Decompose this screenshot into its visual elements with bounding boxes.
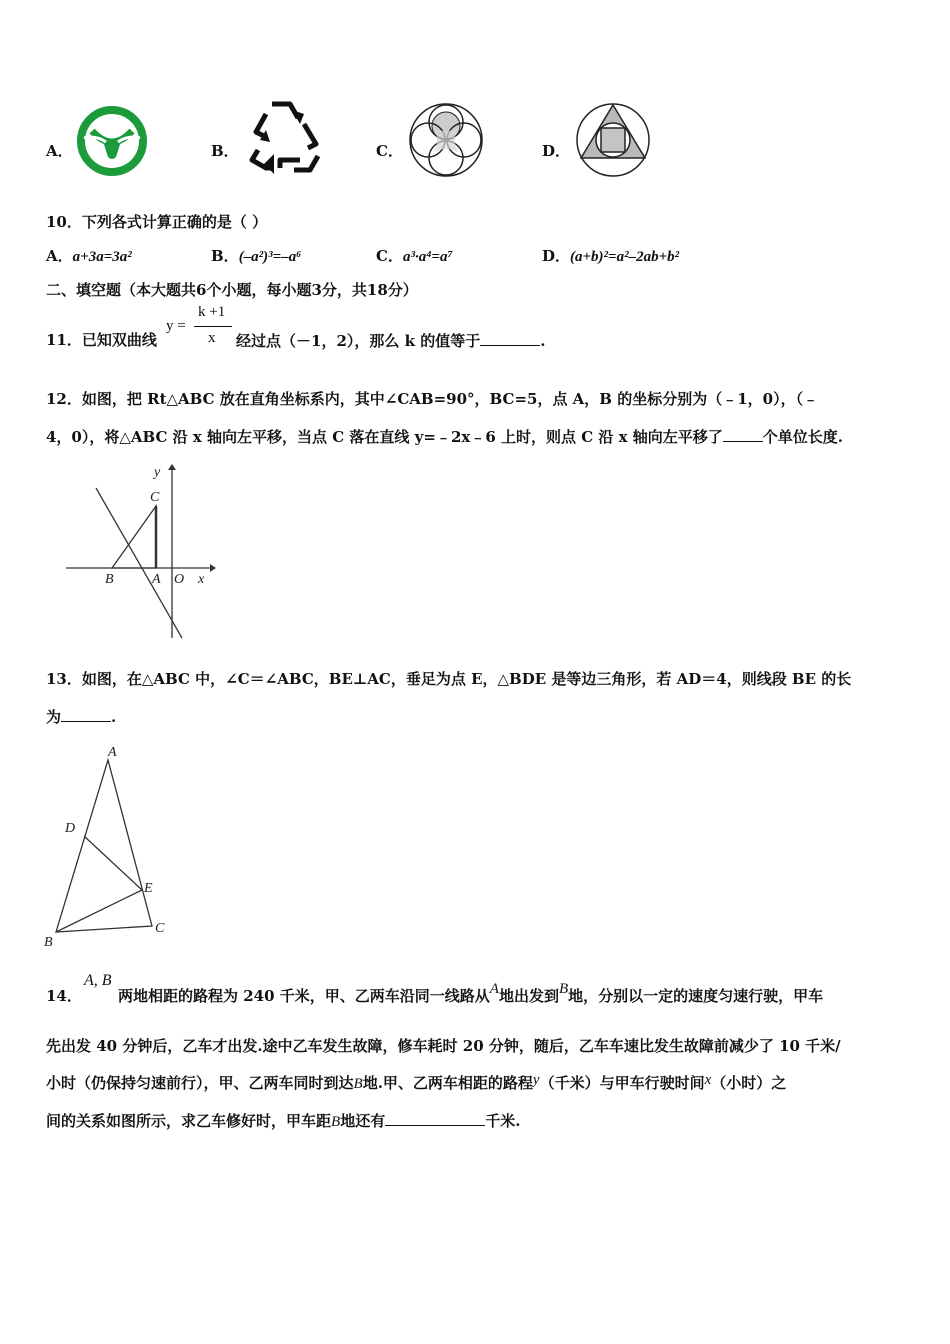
- q14-var-a: A: [489, 981, 499, 997]
- q10-option-a-expr: a+3a=3a²: [72, 249, 132, 265]
- q10-option-c-expr: a³·a⁴=a⁷: [402, 249, 453, 265]
- recycling-symbol-icon: [244, 98, 324, 176]
- q10-option-d-expr: (a+b)²=a²–2ab+b²: [570, 249, 680, 265]
- q11-denominator: x: [208, 330, 216, 346]
- q14-line4-b: 地还有: [340, 1112, 386, 1130]
- answer-blank: [61, 706, 111, 722]
- q14-line3: [46, 1073, 786, 1094]
- q13-line1: 13．如图，在△ABC 中，∠C＝∠ABC，BE⊥AC，垂足为点 E，△BDE 是等边三角形，若 AD＝4，则线段 BE 的长: [46, 670, 852, 688]
- q13-line2-end: .: [111, 708, 117, 726]
- q10-stem: 10．下列各式计算正确的是（ ）: [46, 213, 268, 231]
- q14-var-b2: B: [353, 1076, 363, 1092]
- q10-option-b: [211, 246, 301, 267]
- q14-line1: [118, 981, 824, 1007]
- q9-option-d-label: D．: [542, 142, 571, 160]
- green-food-logo-icon: [76, 105, 148, 177]
- q12-coordinate-figure: [60, 462, 216, 644]
- q10-option-a: [46, 246, 132, 267]
- label-y: y: [154, 465, 161, 480]
- section-heading: 二、填空题（本大题共6个小题，每小题3分，共18分）: [46, 281, 418, 299]
- x-axis-arrow: [210, 564, 216, 572]
- q10-option-b-expr: (–a²)³=–a⁶: [238, 249, 302, 265]
- q14-var-y: y: [532, 1072, 540, 1088]
- segment-de: [84, 836, 142, 890]
- q14-var-b: B: [558, 981, 569, 997]
- q12-line2: [46, 426, 843, 447]
- label-b: B: [44, 935, 53, 950]
- q14-line4: [46, 1110, 520, 1132]
- segment-be: [56, 890, 142, 932]
- q14-line2: 先出发 40 分钟后，乙车才出发.途中乙车发生故障，修车耗时 20 分钟，随后，乙车车速比发生故障前减少了 10 千米/: [46, 1037, 841, 1055]
- q11-suffix: [236, 330, 545, 351]
- q10-option-d-label: D．: [542, 247, 571, 265]
- answer-blank: [723, 426, 763, 442]
- q9-option-a-label: A．: [46, 142, 73, 160]
- label-x: x: [198, 572, 205, 587]
- q11-prefix: 11．已知双曲线: [46, 331, 157, 349]
- q13-line2-text: 为: [46, 708, 62, 726]
- q12-line2-text: 4，0），将△ABC 沿 x 轴向左平移，当点 C 落在直线 y=﹣2x﹣6 上时，则点 C 沿 x 轴向左平移了: [46, 428, 723, 446]
- label-b: B: [105, 572, 114, 587]
- label-c: C: [150, 490, 160, 505]
- q14-ab: A, B: [84, 972, 112, 989]
- triangle-abc: [112, 506, 156, 568]
- q10-option-d: [542, 246, 679, 267]
- q10-option-c-label: C．: [376, 247, 403, 265]
- label-d: D: [65, 821, 76, 836]
- label-c: C: [155, 921, 165, 936]
- answer-blank: [480, 330, 540, 346]
- q14-line3-a: 小时（仍保持匀速前行），甲、乙两车同时到达: [46, 1074, 354, 1092]
- q13-line2: [46, 706, 116, 727]
- q11-suffix-text: 经过点（－1，2），那么 k 的值等于: [236, 332, 481, 350]
- q14-var-b3: B: [331, 1114, 341, 1130]
- q14-line3-d: （小时）之: [711, 1074, 787, 1092]
- label-a: A: [108, 745, 117, 760]
- label-o: O: [174, 572, 185, 587]
- q14-line4-a: 间的关系如图所示，求乙车修好时，甲车距: [46, 1112, 332, 1130]
- circle-triangle-square-icon: [573, 100, 653, 180]
- q12-line2-end: 个单位长度.: [762, 428, 843, 446]
- answer-blank: [385, 1110, 485, 1126]
- line-y-equals-minus-2x-minus-6: [96, 488, 185, 638]
- q9-option-c-label: C．: [376, 142, 403, 160]
- q14-number: 14．: [46, 987, 82, 1005]
- triangle-abc: [56, 760, 152, 932]
- q14-line1-c: 地，分别以一定的速度匀速行驶，甲车: [568, 987, 824, 1005]
- circle-four-petal-icon: [406, 100, 486, 180]
- q9-option-b-label: B．: [211, 142, 239, 160]
- q14-line1-a: 两地相距的路程为 240 千米，甲、乙两车沿同一线路从: [118, 987, 490, 1005]
- q11-numerator: k +1: [198, 304, 226, 320]
- y-axis-arrow: [168, 464, 176, 470]
- fraction-bar: [194, 326, 232, 327]
- label-e: E: [144, 881, 153, 896]
- label-a: A: [152, 572, 161, 587]
- q14-line3-c: （千米）与甲车行驶时间: [539, 1074, 705, 1092]
- q10-option-b-label: B．: [211, 247, 239, 265]
- q10-option-a-label: A．: [46, 247, 73, 265]
- q14-line4-c: 千米.: [485, 1112, 521, 1130]
- q14-line3-b: 地.甲、乙两车相距的路程: [362, 1074, 533, 1092]
- q11-formula-lhs: y =: [166, 318, 186, 334]
- q14-line1-b: 地出发到: [498, 987, 559, 1005]
- q10-option-c: [376, 246, 453, 267]
- q11-formula: [166, 304, 236, 352]
- q11-end: .: [540, 332, 546, 350]
- q12-line1: 12．如图，把 Rt△ABC 放在直角坐标系内，其中∠CAB=90°，BC=5，点 A，B 的坐标分别为（﹣1，0），（﹣: [46, 390, 819, 408]
- q14-var-x: x: [704, 1072, 712, 1088]
- q13-triangle-figure: [40, 742, 174, 952]
